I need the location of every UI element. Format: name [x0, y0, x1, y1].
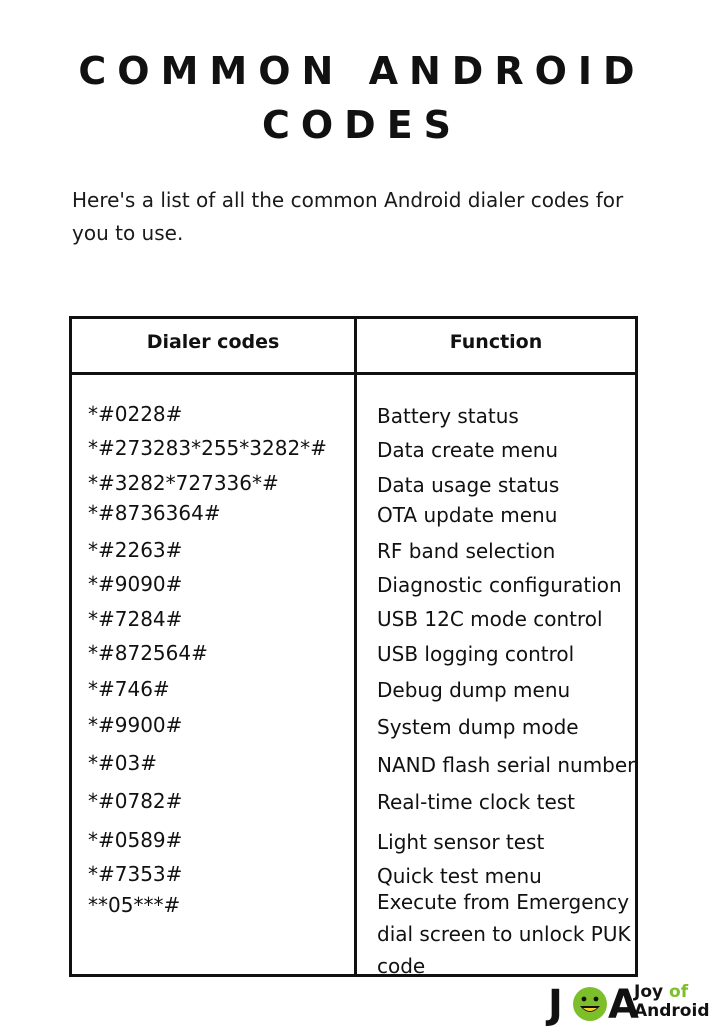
svg-text:J: J [548, 982, 563, 1028]
function-cell: Quick test menu [377, 864, 542, 888]
code-cell: *#0589# [88, 828, 183, 852]
logo-word-joy: Joy [634, 982, 664, 1002]
code-cell: *#8736364# [88, 501, 221, 525]
function-cell: Battery status [377, 404, 519, 428]
function-cell: OTA update menu [377, 503, 558, 527]
code-cell: *#0782# [88, 789, 183, 813]
function-cell: Data usage status [377, 473, 560, 497]
title-line-2: CODES [261, 103, 463, 147]
intro-paragraph: Here's a list of all the common Android dialer codes for you to use. [72, 188, 624, 245]
header-function: Function [449, 331, 543, 353]
code-cell: *#0228# [88, 402, 183, 426]
code-cell: *#7353# [88, 862, 183, 886]
svg-text:A: A [608, 982, 639, 1028]
code-cell: *#872564# [88, 641, 208, 665]
function-cell: Debug dump menu [377, 678, 571, 702]
code-cell: *#9900# [88, 713, 183, 737]
code-cell: *#7284# [88, 607, 183, 631]
code-cell: *#2263# [88, 538, 183, 562]
code-cell: *#03# [88, 751, 157, 775]
function-cell: RF band selection [377, 539, 556, 563]
header-divider [72, 372, 635, 375]
function-cell: Light sensor test [377, 830, 545, 854]
function-cell: NAND flash serial number [377, 753, 636, 777]
title-line-1: COMMON ANDROID [78, 49, 646, 93]
function-cell: Data create menu [377, 438, 559, 462]
function-cell: USB logging control [377, 642, 575, 666]
page-title [0, 44, 724, 152]
code-cell: *#3282*727336*# [88, 471, 279, 495]
code-cell: *#273283*255*3282*# [88, 436, 327, 460]
function-cell: Real-time clock test [377, 790, 576, 814]
code-cell: **05***# [88, 893, 181, 917]
function-cell: USB 12C mode control [377, 607, 603, 631]
dialer-codes-table [69, 316, 638, 977]
function-cell: System dump mode [377, 715, 579, 739]
column-divider [354, 319, 357, 974]
logo-mark-icon [546, 980, 639, 1028]
function-cell: Execute from Emergency dial screen to unlock PUK code [377, 890, 631, 978]
function-cell: Diagnostic configuration [377, 573, 622, 597]
code-cell: *#746# [88, 677, 170, 701]
header-dialer-codes: Dialer codes [146, 331, 280, 353]
code-cell: *#9090# [88, 572, 183, 596]
logo-word-of: of [669, 982, 689, 1002]
joy-of-android-logo [546, 980, 716, 1028]
logo-word-android: Android [634, 1001, 710, 1021]
